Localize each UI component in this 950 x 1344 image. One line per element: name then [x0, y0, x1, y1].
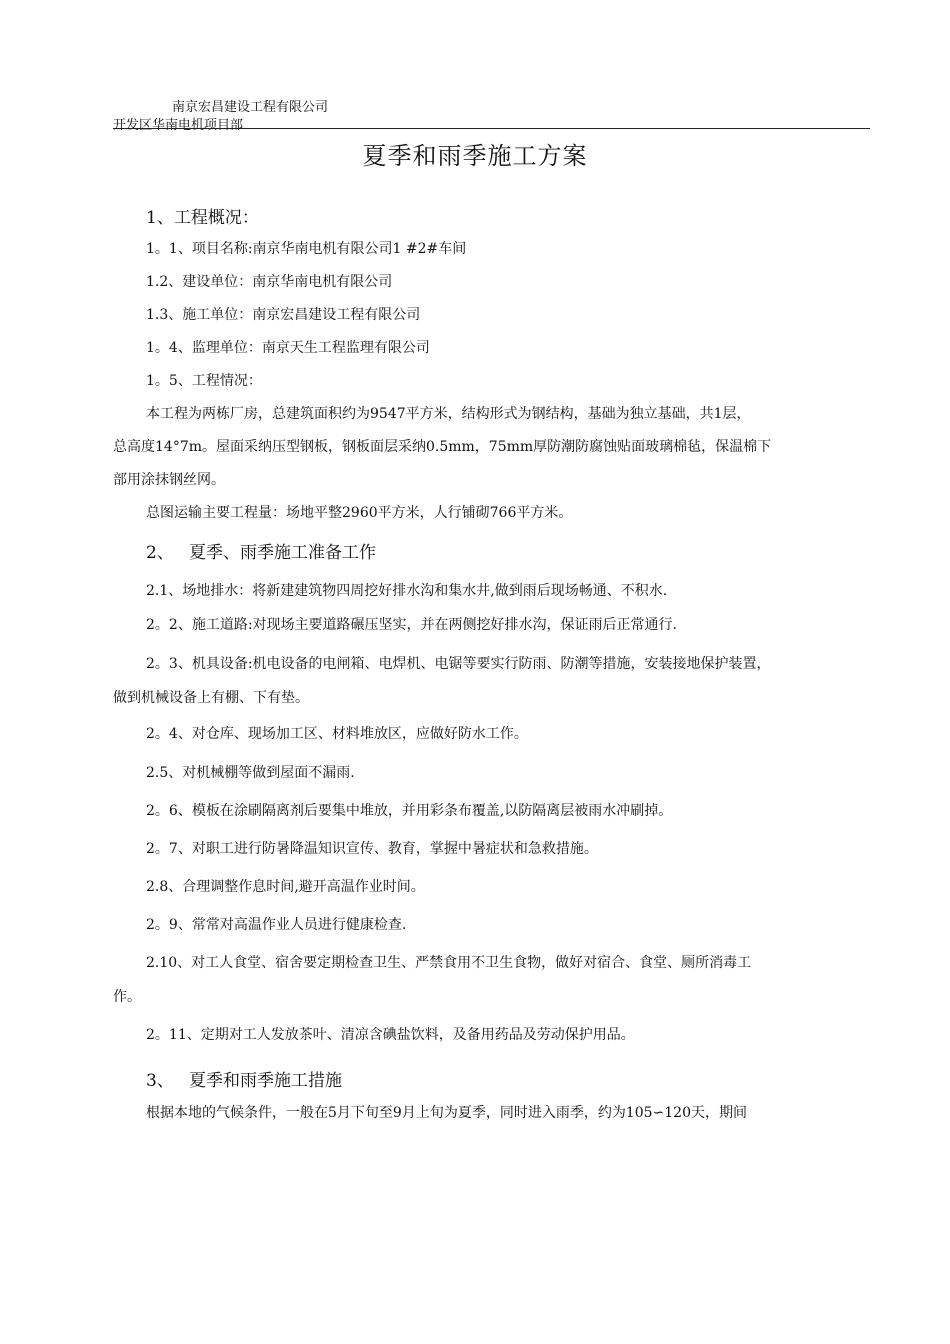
header-divider — [113, 128, 870, 129]
item-2-9: 2。9、常常对高温作业人员进行健康检查. — [146, 917, 407, 933]
item-1-3: 1.3、施工单位：南京宏昌建设工程有限公司 — [146, 307, 421, 323]
section-1-heading: 1、工程概况： — [146, 208, 259, 228]
transport-quantities: 总图运输主要工程量：场地平整2960平方米，人行铺砌766平方米。 — [146, 505, 573, 521]
item-1-1: 1。1、项目名称:南京华南电机有限公司1 #2#车间 — [146, 241, 467, 257]
section-3-paragraph: 根据本地的气候条件，一般在5月下旬至9月上旬为夏季，同时进入雨季，约为105∽120天，期间 — [146, 1105, 747, 1121]
item-2-6: 2。6、模板在涂刷隔离剂后要集中堆放，并用彩条布覆盖,以防隔离层被雨水冲刷掉。 — [146, 803, 673, 819]
header-company: 南京宏昌建设工程有限公司 — [172, 100, 329, 115]
item-1-5: 1。5、工程情况： — [146, 373, 262, 389]
project-description-line2: 总高度14°7m。屋面采纳压型钢板，钢板面层采纳0.5mm，75mm厚防潮防腐蚀贴面玻璃棉毡，保温棉下 — [113, 439, 772, 455]
item-2-3: 2。3、机具设备:机电设备的电闸箱、电焊机、电锯等要实行防雨、防潮等措施，安装接地保护装置， — [146, 656, 771, 672]
document-title: 夏季和雨季施工方案 — [362, 142, 588, 170]
section-2-heading: 夏季、雨季施工准备工作 — [189, 543, 376, 563]
section-3-heading: 夏季和雨季施工措施 — [189, 1071, 342, 1091]
item-2-11: 2。11、定期对工人发放茶叶、清凉含碘盐饮料，及备用药品及劳动保护用品。 — [146, 1027, 635, 1043]
item-2-10: 2.10、对工人食堂、宿舍要定期检查卫生、严禁食用不卫生食物，做好对宿合、食堂、厕所消毒工 — [146, 955, 752, 971]
item-2-8: 2.8、合理调整作息时间,避开高温作业时间。 — [146, 879, 425, 895]
project-description-line3: 部用涂抹钢丝网。 — [113, 472, 225, 488]
item-1-2: 1.2、建设单位：南京华南电机有限公司 — [146, 274, 393, 290]
section-2-heading-number: 2、 — [146, 543, 174, 563]
item-2-1: 2.1、场地排水：将新建建筑物四周挖好排水沟和集水井,做到雨后现场畅通、不积水. — [146, 583, 668, 599]
header-department: 开发区华南电机项目部 — [113, 118, 244, 133]
item-1-4: 1。4、监理单位：南京天生工程监理有限公司 — [146, 340, 430, 356]
item-2-7: 2。7、对职工进行防暑降温知识宣传、教育，掌握中暑症状和急救措施。 — [146, 841, 598, 857]
item-2-4: 2。4、对仓库、现场加工区、材料堆放区，应做好防水工作。 — [146, 726, 528, 742]
item-2-2: 2。2、施工道路:对现场主要道路碾压坚实，并在两侧挖好排水沟，保证雨后正常通行. — [146, 617, 677, 633]
item-2-5: 2.5、对机械棚等做到屋面不漏雨. — [146, 765, 355, 781]
item-2-10-cont: 作。 — [113, 989, 141, 1005]
item-2-3-cont: 做到机械设备上有棚、下有垫。 — [113, 690, 309, 706]
project-description-line1: 本工程为两栋厂房，总建筑面积约为9547平方米，结构形式为钢结构，基础为独立基础，共1层， — [146, 406, 751, 422]
section-3-heading-number: 3、 — [146, 1071, 174, 1091]
